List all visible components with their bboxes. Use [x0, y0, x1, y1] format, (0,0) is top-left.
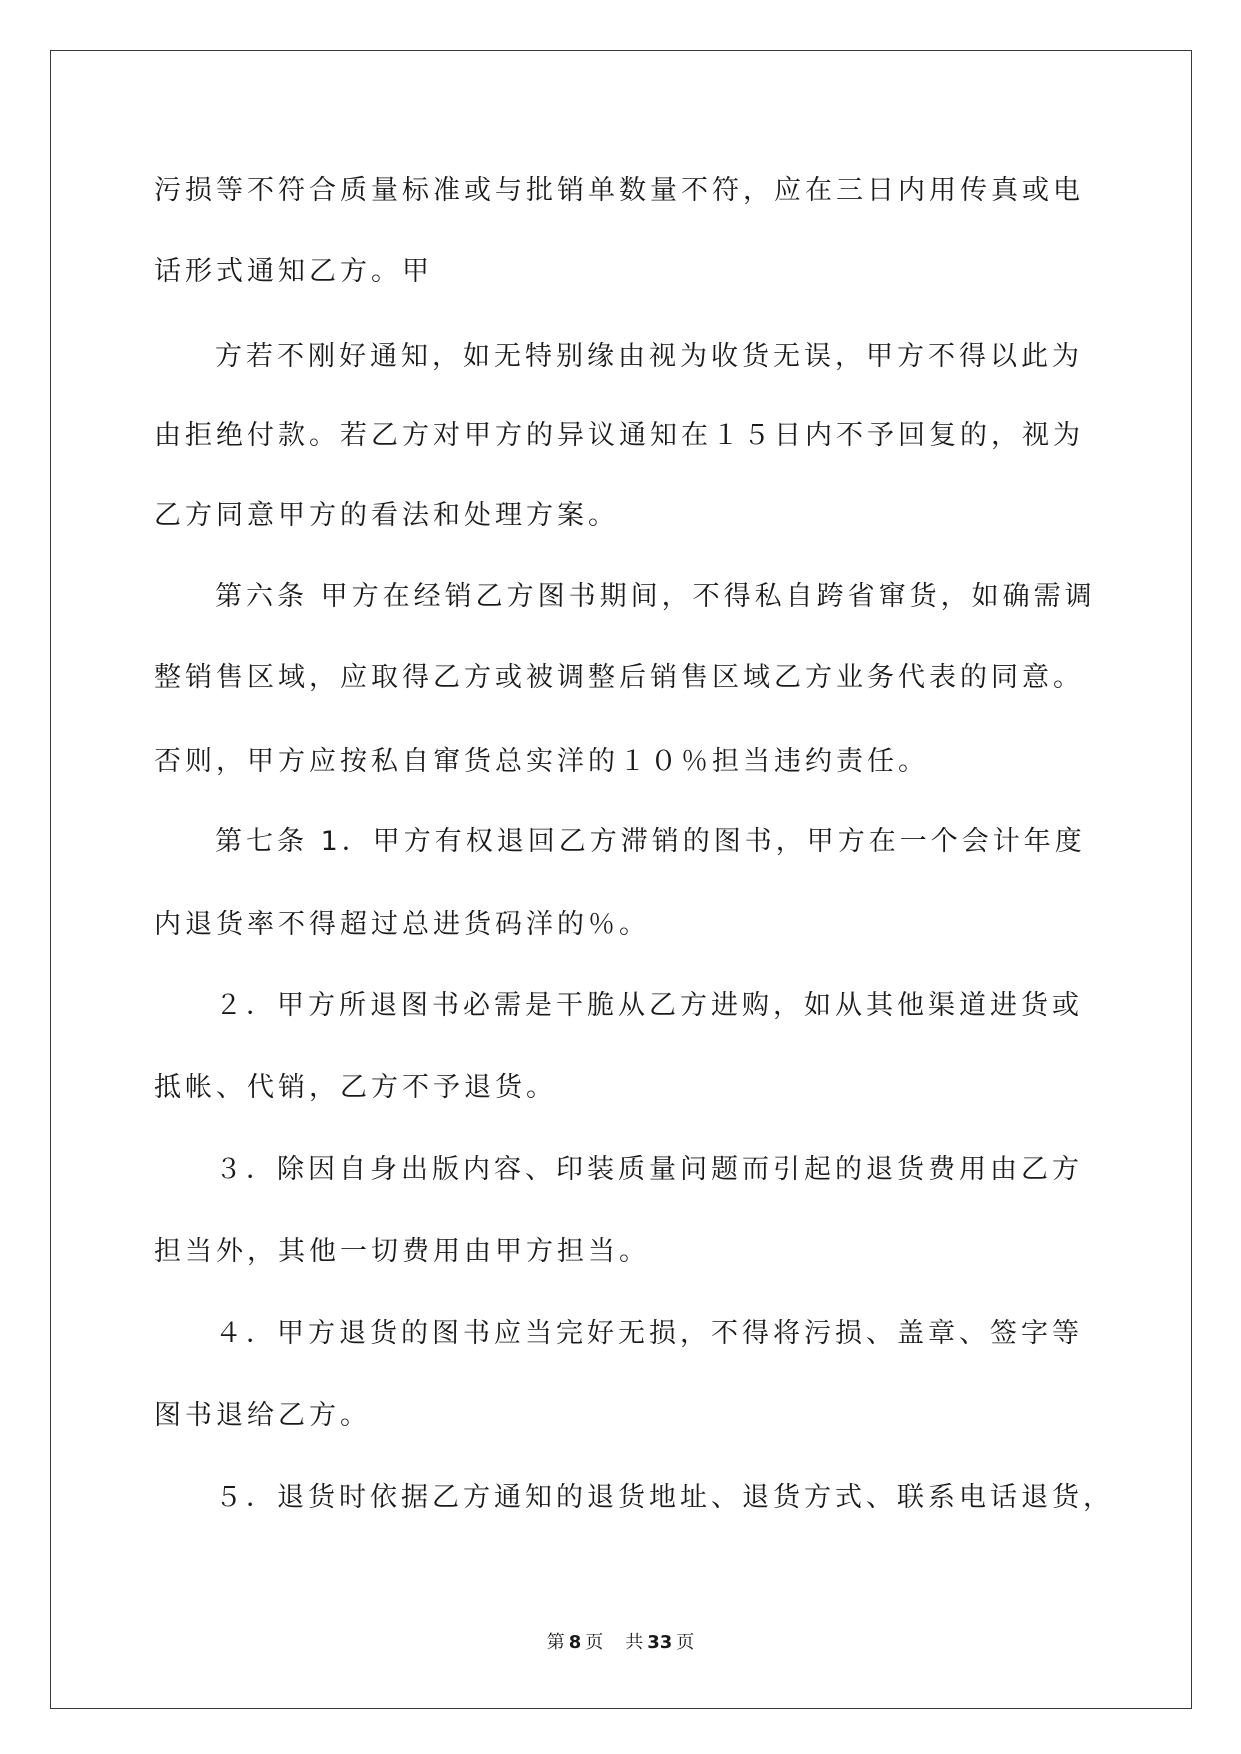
text-line: 话形式通知乙方。甲	[154, 256, 433, 287]
page-footer	[0, 1631, 1241, 1655]
text-line: 整销售区域，应取得乙方或被调整后销售区域乙方业务代表的同意。	[154, 662, 1084, 693]
page-number-current: 8	[568, 1632, 582, 1653]
text-line: 抵帐、代销，乙方不予退货。	[154, 1072, 557, 1103]
page-number-prefix: 第	[546, 1632, 565, 1653]
page-border	[50, 50, 1192, 1709]
text-line: 否则，甲方应按私自窜货总实洋的１０％担当违约责任。	[154, 746, 929, 777]
page-total: 33	[647, 1632, 673, 1653]
text-line: 第六条 甲方在经销乙方图书期间，不得私自跨省窜货，如确需调	[215, 581, 1096, 612]
text-line: 方若不刚好通知，如无特别缘由视为收货无误，甲方不得以此为	[215, 341, 1083, 372]
text-line: 第七条 1．甲方有权退回乙方滞销的图书，甲方在一个会计年度	[215, 826, 1086, 857]
text-line: 图书退给乙方。	[154, 1400, 371, 1431]
text-line: 担当外，其他一切费用由甲方担当。	[154, 1236, 650, 1267]
text-line: ５．退货时依据乙方通知的退货地址、退货方式、联系电话退货，	[215, 1482, 1114, 1513]
text-line: 乙方同意甲方的看法和处理方案。	[154, 500, 619, 531]
page-number-suffix: 页	[585, 1632, 604, 1653]
text-line: 由拒绝付款。若乙方对甲方的异议通知在１５日内不予回复的，视为	[154, 420, 1084, 451]
page-total-prefix: 共	[625, 1632, 644, 1653]
text-line: ４．甲方退货的图书应当完好无损，不得将污损、盖章、签字等	[215, 1318, 1083, 1349]
text-line: ３．除因自身出版内容、印装质量问题而引起的退货费用由乙方	[215, 1154, 1083, 1185]
text-line: 污损等不符合质量标准或与批销单数量不符，应在三日内用传真或电	[154, 175, 1084, 206]
text-line: ２．甲方所退图书必需是干脆从乙方进购，如从其他渠道进货或	[215, 990, 1083, 1021]
text-line: 内退货率不得超过总进货码洋的％。	[154, 909, 650, 940]
page-total-suffix: 页	[676, 1632, 695, 1653]
